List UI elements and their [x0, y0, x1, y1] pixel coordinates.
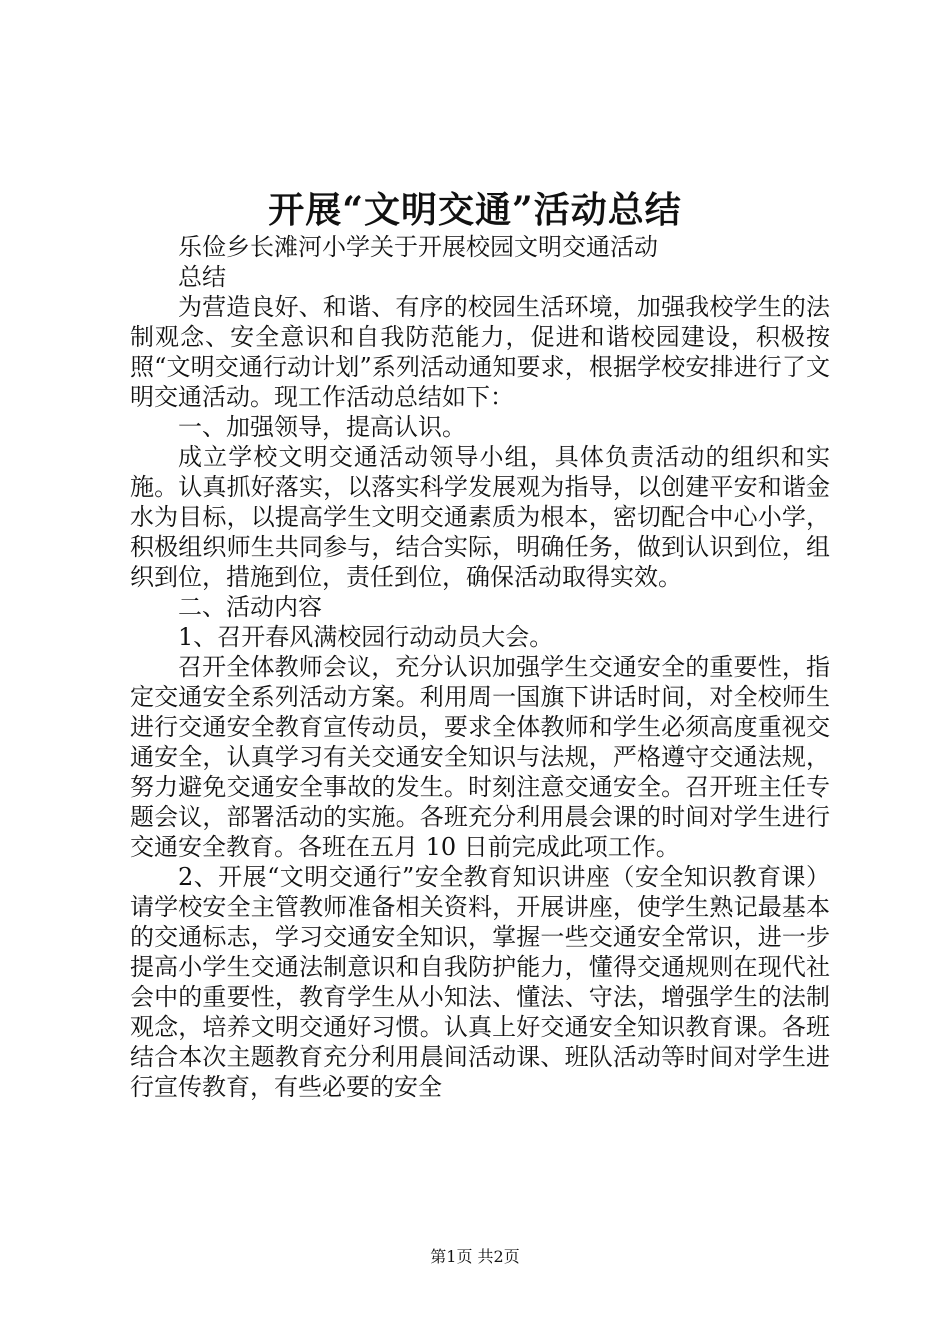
paragraph-intro: 为营造良好、和谐、有序的校园生活环境，加强我校学生的法制观念、安全意识和自我防范能力，促进和谐校园建设，积极按照“文明交通行动计划”系列活动通知要求，根据学校安排进行了文明交通活动。现工作活动总结如下： [130, 293, 830, 411]
document-subtitle: 乐俭乡长滩河小学关于开展校园文明交通活动总结 [178, 233, 658, 291]
page-number-footer: 第1页 共2页 [430, 1247, 520, 1266]
paragraph-lecture: 2、开展“文明交通行”安全教育知识讲座（安全知识教育课）请学校安全主管教师准备相关资料，开展讲座，使学生熟记最基本的交通标志，学习交通安全知识，掌握一些交通安全常识，进一步提高小学生交通法制意识和自我防护能力，懂得交通规则在现代社会中的重要性，教育学生从小知法、懂法、守法，增强学生的法制观念，培养文明交通好习惯。认真上好交通安全知识教育课。各班结合本次主题教育充分利用晨间活动课、班队活动等时间对学生进行宣传教育，有些必要的安全 [130, 863, 830, 1101]
section-heading-leadership: 一、加强领导，提高认识。 [178, 413, 466, 441]
subsection-heading-mobilization: 1、召开春风满校园行动动员大会。 [178, 623, 554, 651]
paragraph-leadership: 成立学校文明交通活动领导小组，具体负责活动的组织和实施。认真抓好落实，以落实科学发展观为指导，以创建平安和谐金水为目标，以提高学生文明交通素质为根本，密切配合中心小学，积极组织师生共同参与，结合实际，明确任务，做到认识到位，组织到位，措施到位，责任到位，确保活动取得实效。 [130, 443, 830, 591]
section-heading-activities: 二、活动内容 [178, 593, 322, 621]
document-body [130, 232, 830, 1102]
document-title: 开展“文明交通”活动总结 [268, 189, 682, 231]
paragraph-mobilization: 召开全体教师会议，充分认识加强学生交通安全的重要性，指定交通安全系列活动方案。利用周一国旗下讲话时间，对全校师生进行交通安全教育宣传动员，要求全体教师和学生必须高度重视交通安全，认真学习有关交通安全知识与法规，严格遵守交通法规，努力避免交通安全事故的发生。时刻注意交通安全。召开班主任专题会议，部署活动的实施。各班充分利用晨会课的时间对学生进行交通安全教育。各班在五月 10 日前完成此项工作。 [130, 653, 830, 861]
